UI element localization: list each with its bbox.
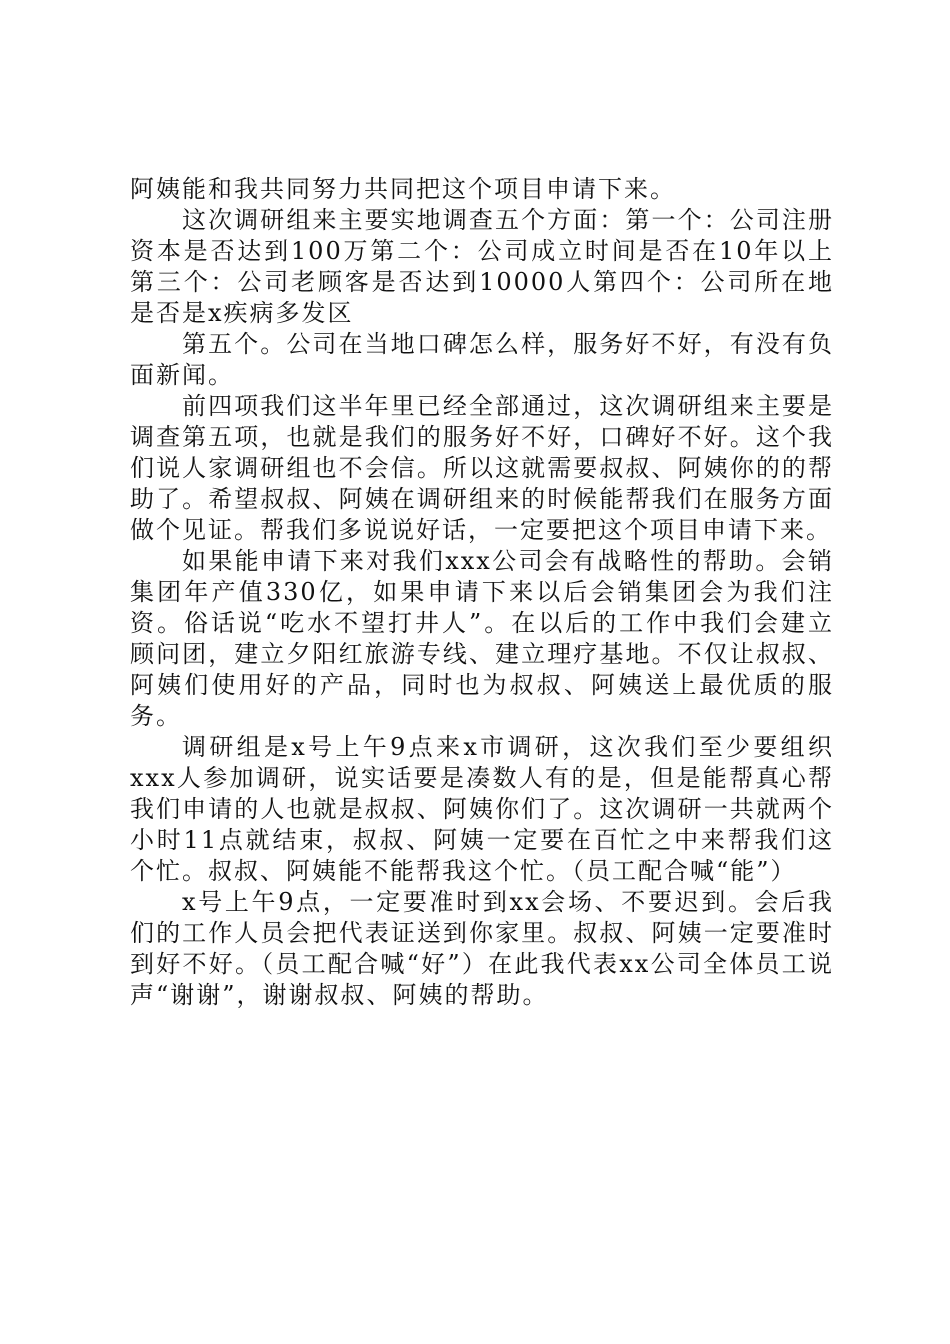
- paragraph-3: 第五个。公司在当地口碑怎么样，服务好不好，有没有负面新闻。: [130, 330, 834, 389]
- paragraph-2: 这次调研组来主要实地调查五个方面：第一个：公司注册资本是否达到100万第二个：公司成立时间是否在10年以上第三个：公司老顾客是否达到10000人第四个：公司所在地是否是x疾病多发区: [130, 206, 834, 327]
- paragraph-4: 前四项我们这半年里已经全部通过，这次调研组来主要是调查第五项，也就是我们的服务好不好，口碑好不好。这个我们说人家调研组也不会信。所以这就需要叔叔、阿姨你的的帮助了。希望叔叔、阿姨在调研组来的时候能帮我们在服务方面做个见证。帮我们多说说好话，一定要把这个项目申请下来。: [130, 392, 834, 544]
- paragraph-6: 调研组是x号上午9点来x市调研，这次我们至少要组织xxx人参加调研，说实话要是凑数人有的是，但是能帮真心帮我们申请的人也就是叔叔、阿姨你们了。这次调研一共就两个小时11点就结束，叔叔、阿姨一定要在百忙之中来帮我们这个忙。叔叔、阿姨能不能帮我这个忙。（员工配合喊“能”）: [130, 733, 834, 885]
- paragraph-7: x号上午9点，一定要准时到xx会场、不要迟到。会后我们的工作人员会把代表证送到你家里。叔叔、阿姨一定要准时到好不好。（员工配合喊“好”）在此我代表xx公司全体员工说声“谢谢”，谢谢叔叔、阿姨的帮助。: [130, 888, 834, 1009]
- paragraph-1: 阿姨能和我共同努力共同把这个项目申请下来。: [130, 175, 676, 203]
- document-body: [130, 174, 834, 1011]
- paragraph-5: 如果能申请下来对我们xxx公司会有战略性的帮助。会销集团年产值330亿，如果申请下来以后会销集团会为我们注资。俗话说“吃水不望打井人”。在以后的工作中我们会建立顾问团，建立夕阳红旅游专线、建立理疗基地。不仅让叔叔、阿姨们使用好的产品，同时也为叔叔、阿姨送上最优质的服务。: [130, 547, 834, 730]
